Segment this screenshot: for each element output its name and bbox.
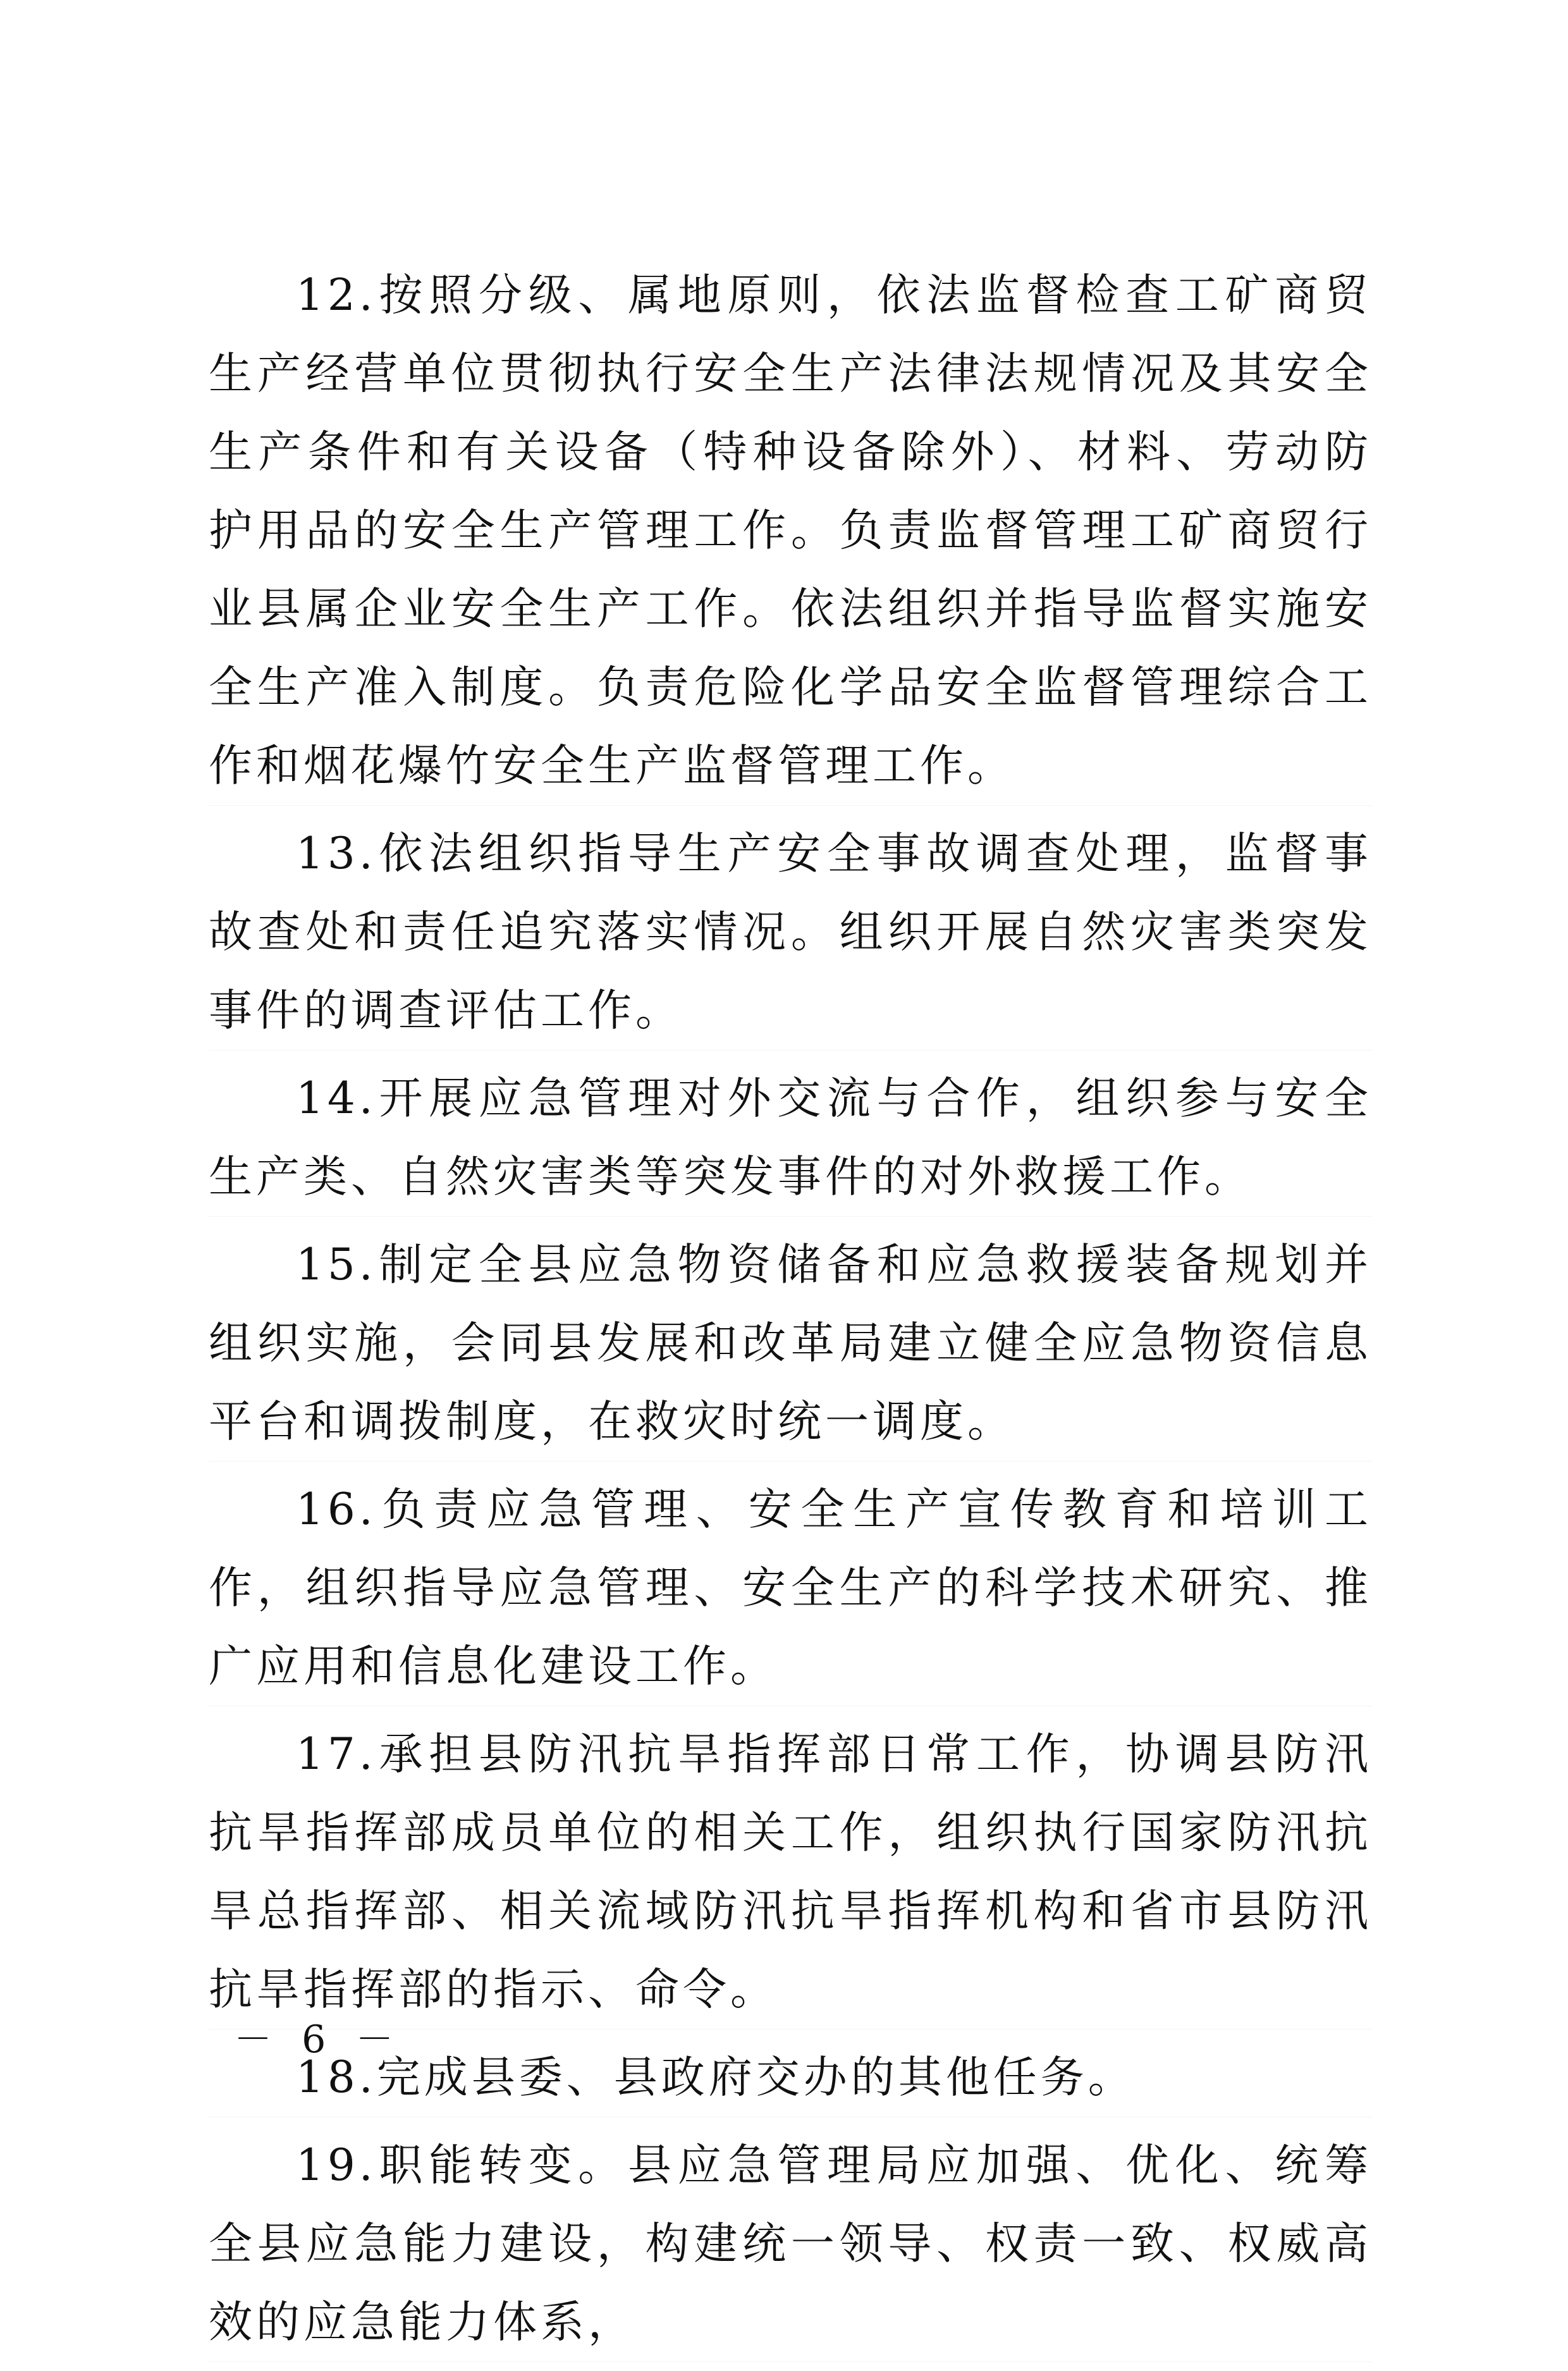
paragraph-19: 19.职能转变。县应急管理局应加强、优化、统筹全县应急能力建设，构建统一领导、权责一致、权威高效的应急能力体系， [209,2126,1372,2362]
paragraph-14: 14.开展应急管理对外交流与合作，组织参与安全生产类、自然灾害类等突发事件的对外救援工作。 [209,1059,1372,1217]
page-number: － 6 － [234,2017,403,2062]
paragraph-17: 17.承担县防汛抗旱指挥部日常工作，协调县防汛抗旱指挥部成员单位的相关工作，组织执行国家防汛抗旱总指挥部、相关流域防汛抗旱指挥机构和省市县防汛抗旱指挥部的指示、命令。 [209,1715,1372,2029]
paragraph-13: 13.依法组织指导生产安全事故调查处理，监督事故查处和责任追究落实情况。组织开展自然灾害类突发事件的调查评估工作。 [209,815,1372,1050]
paragraph-16: 16.负责应急管理、安全生产宣传教育和培训工作，组织指导应急管理、安全生产的科学技术研究、推广应用和信息化建设工作。 [209,1470,1372,1706]
paragraph-18: 18.完成县委、县政府交办的其他任务。 [209,2038,1372,2117]
paragraph-15: 15.制定全县应急物资储备和应急救援装备规划并组织实施，会同县发展和改革局建立健全应急物资信息平台和调拨制度，在救灾时统一调度。 [209,1226,1372,1462]
paragraph-12: 12.按照分级、属地原则，依法监督检查工矿商贸生产经营单位贯彻执行安全生产法律法规情况及其安全生产条件和有关设备（特种设备除外）、材料、劳动防护用品的安全生产管理工作。负责监督管理工矿商贸行业县属企业安全生产工作。依法组织并指导监督实施安全生产准入制度。负责危险化学品安全监督管理综合工作和烟花爆竹安全生产监督管理工作。 [209,256,1372,806]
